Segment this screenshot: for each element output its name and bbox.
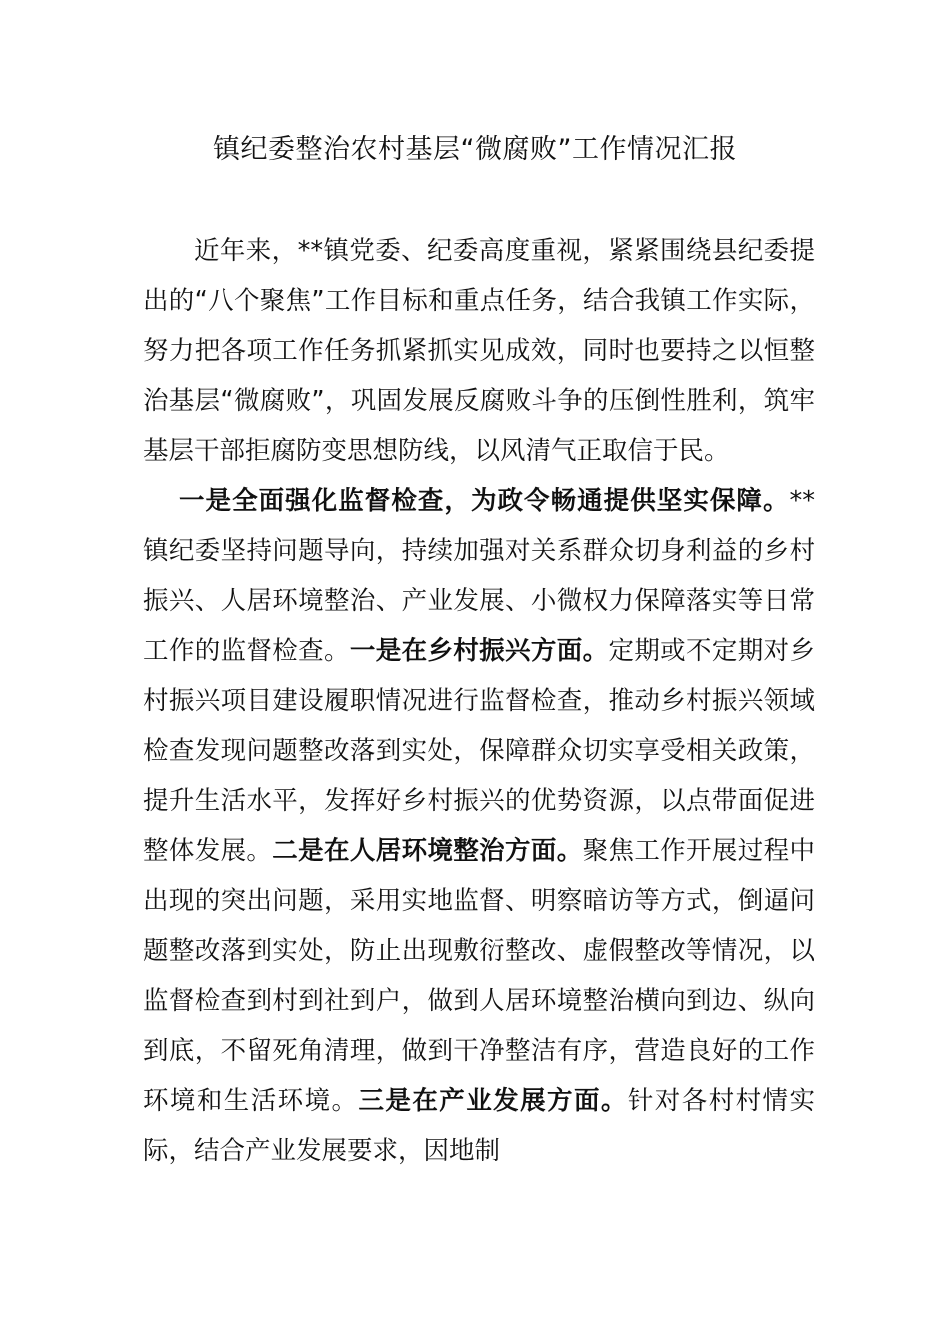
subsection-industry-text: 针对各村村情实际，结合产业发展要求，因地制 <box>143 1086 815 1166</box>
subsection-rural-heading: 一是在乡村振兴方面。 <box>349 636 609 666</box>
subsection-industry-heading: 三是在产业发展方面。 <box>358 1086 628 1116</box>
section-one-text: **镇纪委坚持问题导向，持续加强对关系群众切身利益的乡村振兴、人居环境整治、产业发展、小微权力保障落实等日常工作的监督检查。 <box>143 486 815 666</box>
subsection-environment-text: 聚焦工作开展过程中出现的突出问题，采用实地监督、明察暗访等方式，倒逼问题整改落到实处，防止出现敷衍整改、虚假整改等情况，以监督检查到村到社到户，做到人居环境整治横向到边、纵向到底，不留死角清理，做到干净整洁有序，营造良好的工作环境和生活环境。 <box>143 836 815 1116</box>
subsection-rural-text: 定期或不定期对乡村振兴项目建设履职情况进行监督检查，推动乡村振兴领域检查发现问题整改落到实处，保障群众切实享受相关政策，提升生活水平，发挥好乡村振兴的优势资源，以点带面促进整体发展。 <box>143 636 815 866</box>
subsection-environment-heading: 二是在人居环境整治方面。 <box>272 836 583 866</box>
document-body <box>143 226 815 1176</box>
section-one-paragraph <box>143 476 815 1176</box>
document-title: 镇纪委整治农村基层“微腐败”工作情况汇报 <box>213 134 737 165</box>
intro-paragraph: 近年来，**镇党委、纪委高度重视，紧紧围绕县纪委提出的“八个聚焦”工作目标和重点任务，结合我镇工作实际，努力把各项工作任务抓紧抓实见成效，同时也要持之以恒整治基层“微腐败”，巩固发展反腐败斗争的压倒性胜利，筑牢基层干部拒腐防变思想防线，以风清气正取信于民。 <box>143 236 815 466</box>
section-one-heading: 一是全面强化监督检查，为政令畅通提供坚实保障。 <box>179 486 790 516</box>
